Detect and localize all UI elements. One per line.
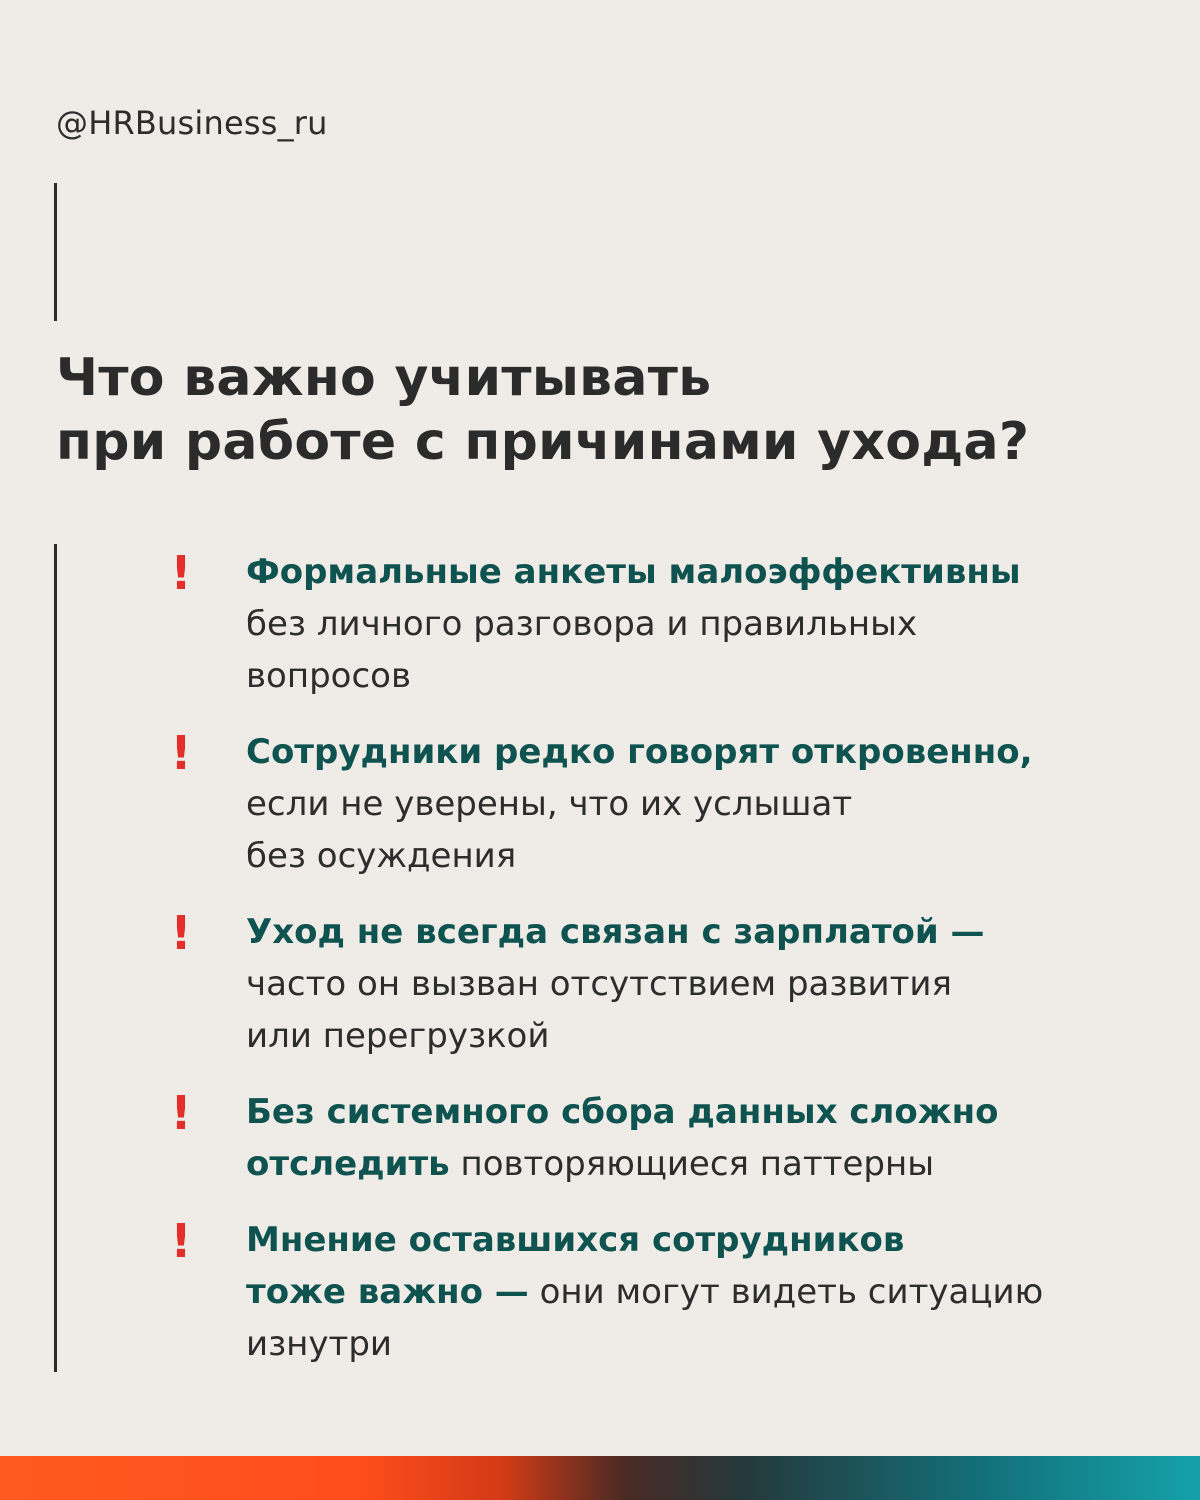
title-line-2: при работе с причинами ухода?	[56, 412, 1030, 472]
item-line-2	[246, 1266, 1126, 1318]
item-highlight: отследить	[246, 1144, 450, 1184]
item-rest: без личного разговора и правильных	[246, 604, 918, 644]
exclamation-icon: !	[170, 726, 192, 780]
item-line-3: без осуждения	[246, 836, 517, 876]
item-line-2	[246, 958, 1126, 1010]
item-line-3: изнутри	[246, 1324, 393, 1364]
item-highlight: тоже важно —	[246, 1272, 529, 1312]
item-text	[246, 1086, 1126, 1190]
item-text	[246, 906, 1126, 1062]
item-line-2	[246, 598, 1126, 650]
list-divider	[54, 544, 57, 1372]
item-rest: повторяющиеся паттерны	[449, 1144, 935, 1184]
item-rest: если не уверены, что их услышат	[246, 784, 853, 824]
item-text	[246, 546, 1126, 702]
page-title	[56, 346, 1029, 474]
top-divider	[54, 183, 57, 321]
handle: @HRBusiness_ru	[56, 104, 328, 142]
item-highlight: Сотрудники редко говорят откровенно,	[246, 732, 1033, 772]
item-line-1	[246, 1086, 1126, 1138]
exclamation-icon: !	[170, 1214, 192, 1268]
item-line-3: или перегрузкой	[246, 1016, 550, 1056]
gradient-footer-bar	[0, 1456, 1200, 1500]
item-rest: они могут видеть ситуацию	[528, 1272, 1044, 1312]
item-line-3: вопросов	[246, 656, 411, 696]
item-highlight: Формальные анкеты малоэффективны	[246, 552, 1021, 592]
exclamation-icon: !	[170, 906, 192, 960]
item-rest: часто он вызван отсутствием развития	[246, 964, 952, 1004]
item-highlight: Уход не всегда связан с зарплатой —	[246, 912, 985, 952]
item-line-1	[246, 726, 1126, 778]
exclamation-icon: !	[170, 546, 192, 600]
item-highlight: Без системного сбора данных сложно	[246, 1092, 999, 1132]
item-line-1	[246, 546, 1126, 598]
item-line-2	[246, 1138, 1126, 1190]
item-line-2	[246, 778, 1126, 830]
title-line-1: Что важно учитывать	[56, 348, 712, 408]
item-highlight: Мнение оставшихся сотрудников	[246, 1220, 905, 1260]
item-line-1	[246, 1214, 1126, 1266]
exclamation-icon: !	[170, 1086, 192, 1140]
item-line-1	[246, 906, 1126, 958]
item-text	[246, 726, 1126, 882]
item-text	[246, 1214, 1126, 1370]
